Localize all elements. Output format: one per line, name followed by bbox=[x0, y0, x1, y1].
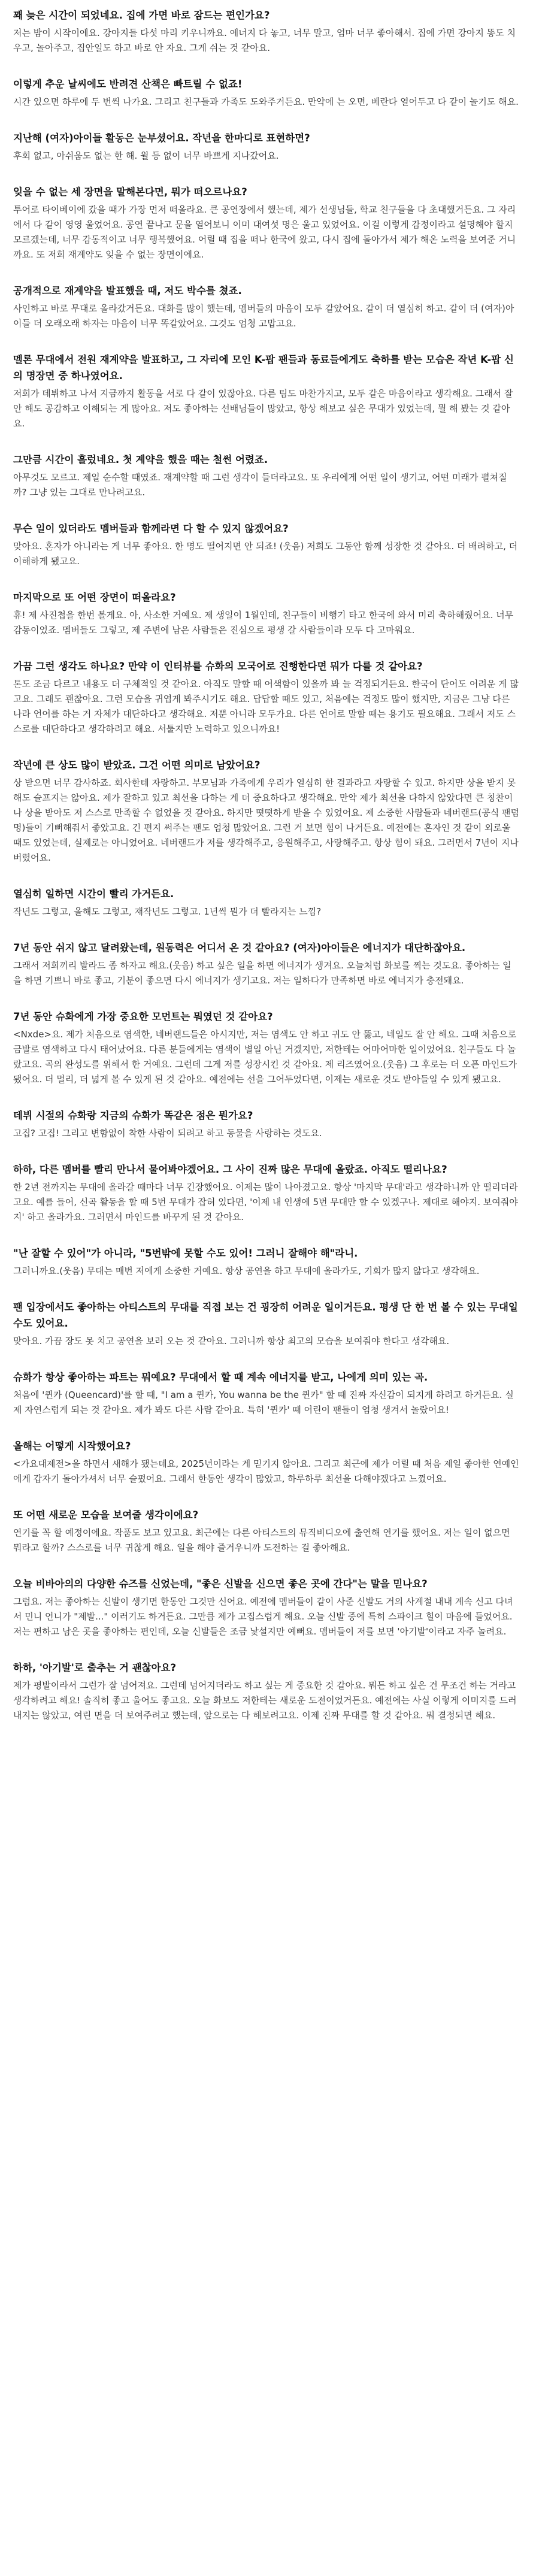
interview-question: 가끔 그런 생각도 하나요? 만약 이 인터뷰를 슈화의 모국어로 진행한다면 뭐가 다를 것 같아요? bbox=[13, 661, 423, 672]
qa-block bbox=[13, 352, 520, 431]
interview-answer: 제가 평발이라서 그런가 잘 넘어져요. 그런데 넘어지더라도 하고 싶는 게 중요한 것 같아요. 뭐든 하고 싶은 건 무조건 하는 거라고 생각하려고 해요! 솔직히 좋고 울어도 좋고요. 오늘 화보도 저한테는 새로운 도전이었거든요. 예전에는 사실 이렇게 이미지를 드러내지는 않았고, 여린 면을 더 보여주려고 했는데, 앞으로는 다 해보려고요. 이제 진짜 무대를 할 것 같아요. 뭐 결정되면 해요. bbox=[13, 1680, 517, 1721]
interview-answer: 맞아요. 혼자가 아니라는 게 너무 좋아요. 한 명도 떨어지면 안 되죠! (웃음) 저희도 그동안 함께 성장한 것 같아요. 더 배려하고, 더 이해하게 됐고요. bbox=[13, 541, 518, 567]
interview-answer: 한 2년 전까지는 무대에 올라갈 때마다 너무 긴장했어요. 이제는 많이 나아졌고요. 항상 '마지막 무대'라고 생각하니까 안 떨리더라고요. 예를 들어, 신곡 활동을 할 때 5번 무대가 잡혀 있다면, '이제 내 인생에 5번 무대만 할 수 있겠구나. 제대로 해야지. 보여줘야지' 하고 올라가요. 그러면서 마인드를 바꾸게 된 것 같아요. bbox=[13, 1182, 518, 1222]
interview-question: 올해는 어떻게 시작했어요? bbox=[13, 1440, 131, 1452]
interview-question: 팬 입장에서도 좋아하는 아티스트의 무대를 직접 보는 건 굉장히 어려운 일이거든요. 평생 단 한 번 볼 수 있는 무대일 수도 있어요. bbox=[13, 1301, 518, 1329]
interview-question: 슈화가 항상 좋아하는 파트는 뭐예요? 무대에서 할 때 계속 에너지를 받고, 나에게 의미 있는 곡. bbox=[13, 1372, 428, 1383]
interview-question: 작년에 큰 상도 많이 받았죠. 그건 어떤 의미로 남았어요? bbox=[13, 759, 261, 771]
interview-question: 하하, 다른 멤버를 빨리 만나서 물어봐야겠어요. 그 사이 진짜 많은 무대에 올랐죠. 아직도 떨리나요? bbox=[13, 1164, 447, 1175]
qa-block bbox=[13, 1299, 520, 1349]
interview-answer: 휴! 제 사진첩을 한번 볼게요. 아, 사소한 거예요. 제 생일이 1월인데, 친구들이 비행기 타고 한국에 와서 미리 축하해줬어요. 너무 감동이었죠. 멤버들도 그렇고, 제 주변에 남은 사람들은 진심으로 평생 갈 사람들이라 모두 다 고마워요. bbox=[13, 610, 514, 635]
interview-answer: 고집? 고집! 그리고 변함없이 착한 사람이 되려고 하고 동물을 사랑하는 것도요. bbox=[13, 1128, 322, 1139]
qa-block bbox=[13, 1507, 520, 1555]
qa-block bbox=[13, 283, 520, 331]
interview-question: 마지막으로 또 어떤 장면이 떠올라요? bbox=[13, 592, 176, 603]
qa-block bbox=[13, 130, 520, 164]
interview-question: 그만큼 시간이 흘렀네요. 첫 계약을 했을 때는 철썬 어렸죠. bbox=[13, 454, 268, 465]
qa-block bbox=[13, 452, 520, 500]
interview-answer: 맞아요. 가끔 장도 못 치고 공연을 보러 오는 것 같아요. 그러니까 항상 최고의 모습을 보여줘야 한다고 생각해요. bbox=[13, 1336, 450, 1346]
interview-question: "난 잘할 수 있어"가 아니라, "5번밖에 못할 수도 있어! 그러니 잘해야 해"라니. bbox=[13, 1248, 358, 1259]
qa-block bbox=[13, 1660, 520, 1723]
interview-question: 공개적으로 재계약을 발표했을 때, 저도 박수를 쳤죠. bbox=[13, 285, 242, 296]
interview-question: 7년 동안 슈화에게 가장 중요한 모먼트는 뭐였던 것 같아요? bbox=[13, 1011, 273, 1022]
interview-question: 데뷔 시절의 슈화랑 지금의 슈화가 똑같은 점은 뭔가요? bbox=[13, 1110, 253, 1121]
qa-block bbox=[13, 1161, 520, 1225]
interview-answer: 상 받으면 너무 감사하죠. 회사한테 자랑하고. 부모님과 가족에게 우리가 열심히 한 결과라고 자랑할 수 있고. 하지만 상을 받지 못해도 슬프지는 않아요. 제가 잘하고 있고 최선을 다하는 게 더 중요하다고 생각해요. 만약 제가 최선을 다하지 않았다면 큰 칭찬이나 상을 받아도 저 스스로 만족할 수 없었을 것 같아요. 하지만 떳떳하게 받을 수 있었어요. 제 소중한 사람들과 네버랜드(공식 팬덤명)들이 기뻐해줘서 좋았고요. 긴 편지 써주는 팬도 엄청 많았어요. 그런 거 보면 힘이 나거든요. 예전에는 혼자인 것 같이 외로울 때도 있었는데, 실제로는 아니었어요. 네버랜드가 저를 생각해주고, 응원해주고, 사랑해주고. 항상 힘이 돼요. 그러면서 7년이 지나버렸어요. bbox=[13, 777, 519, 863]
qa-block bbox=[13, 520, 520, 569]
qa-block bbox=[13, 76, 520, 110]
interview-answer: 후회 없고, 아쉬움도 없는 한 해. 윌 등 없이 너무 바쁘게 지나갔어요. bbox=[13, 150, 279, 161]
qa-block bbox=[13, 1009, 520, 1087]
interview-answer: 투어로 타이베이에 갔을 때가 가장 먼저 떠올라요. 큰 공연장에서 했는데, 제가 선생님들, 학교 친구들을 다 초대했거든요. 그 자리에서 다 같이 영영 울었어요. 공연 끝나고 문을 열어보니 이미 대여섯 명은 울고 있었어요. 이걸 이렇게 감정이라고 설명해야 할지 모르겠는데, 너무 감동적이고 너무 행복했어요. 어릴 때 집을 떠나 한국에 왔고, 다시 집에 돌아가서 제가 해온 노력을 보여준 거니까요. 또 저희 재계약도 잊을 수 없는 장면이에요. bbox=[13, 204, 516, 260]
qa-block bbox=[13, 886, 520, 919]
qa-block bbox=[13, 658, 520, 737]
qa-block bbox=[13, 1438, 520, 1487]
qa-block bbox=[13, 940, 520, 988]
qa-block bbox=[13, 589, 520, 638]
interview-question: 하하, '아기발'로 출추는 거 괜찮아요? bbox=[13, 1662, 177, 1673]
qa-block bbox=[13, 1245, 520, 1279]
interview-answer: <Nxde>요. 제가 처음으로 염색한, 네버랜드들은 아시지만, 저는 염색도 안 하고 귀도 안 뚫고, 네일도 잘 안 해요. 그때 처음으로 금발로 염색하고 다시 태어났어요. 다른 분들에게는 염색이 별일 아닌 거겠지만, 저한테는 어마어마한 일이었어요. 친구들도 다 놀랐고요. 곡의 완성도를 위해서 한 거예요. 그런데 그게 저를 성장시킨 것 같아요. 제 리즈였어요.(웃음) 그 후로는 더 오픈 마인드가 됐어요. 더 멀리, 더 넓게 볼 수 있게 된 것 같아요. 예전에는 선을 그어두었다면, 이제는 새로운 것도 받아들일 수 있게 됐고요. bbox=[13, 1029, 517, 1085]
qa-block bbox=[13, 1107, 520, 1141]
interview-answer: 그럼요. 저는 좋아하는 신발이 생기면 한동안 그것만 신어요. 예전에 멤버들이 같이 사준 신발도 거의 사계절 내내 계속 신고 다녀서 민니 언니가 "제발..." 이러기도 하거든요. 그만큼 제가 고집스럽게 해요. 오늘 신발 중에 특히 스파이크 힐이 마음에 들었어요. 저는 편하고 남은 곳을 좋아하는 편인데, 오늘 신발들은 조금 낯설지만 예뻐요. 멤버들이 저를 보면 '아기발'이라고 자주 놀려요. bbox=[13, 1596, 513, 1637]
interview-question: 꽤 늦은 시간이 되었네요. 집에 가면 바로 잠드는 편인가요? bbox=[13, 10, 270, 21]
qa-block bbox=[13, 1369, 520, 1418]
interview-question: 지난해 (여자)아이들 활동은 눈부셨어요. 작년을 한마디로 표현하면? bbox=[13, 132, 310, 144]
interview-answer: 사인하고 바로 무대로 올라갔거든요. 대화를 많이 했는데, 멤버들의 마음이 모두 같았어요. 같이 더 열심히 하고. 같이 더 (여자)아이들 더 오래오래 하자는 마음이 너무 똑같았어요. 그것도 엄청 고맙고요. bbox=[13, 303, 514, 329]
interview-question: 7년 동안 쉬지 않고 달려왔는데, 원동력은 어디서 온 것 같아요? (여자)아이들은 에너지가 대단하잖아요. bbox=[13, 942, 466, 953]
interview-answer: 톤도 조금 다르고 내용도 더 구체적일 것 같아요. 아직도 말할 때 어색함이 있을까 봐 늘 걱정되거든요. 한국어 단어도 어려운 게 많고요. 그래도 괜찮아요. 그런 모습을 귀엽게 봐주시기도 해요. 답답할 때도 있고, 처음에는 걱정도 많이 했지만, 지금은 그냥 다른 나라 언어를 하는 거 자체가 대단하다고 생각해요. 저뿐 아니라 모두가요. 다른 언어로 말할 때는 용기도 필요해요. 그래서 저도 스스로를 대단하다고 생각하려고 해요. 서툴지만 노력하고 있으니까요! bbox=[13, 679, 519, 734]
interview-answer: 아무것도 모르고. 제일 순수할 때였죠. 재계약할 때 그런 생각이 들더라고요. 또 우리에게 어떤 일이 생기고, 어떤 미래가 펼쳐질까? 그냥 있는 그대로 만나려고요. bbox=[13, 472, 507, 498]
interview-question: 멜론 무대에서 전원 재계약을 발표하고, 그 자리에 모인 K-팝 팬들과 동료들에게도 축하를 받는 모습은 작년 K-팝 신의 명장면 중 하나였어요. bbox=[13, 354, 514, 382]
interview-answer: 작년도 그렇고, 올해도 그렇고, 재작년도 그렇고. 1년씩 뭔가 더 빨라지는 느낌? bbox=[13, 906, 322, 917]
interview-answer: 저희가 데뷔하고 나서 지금까지 활동을 서로 다 같이 있잖아요. 다른 팀도 마찬가지고, 모두 같은 마음이라고 생각해요. 그래서 잘 안 해도 공감하고 이해되는 게 많아요. 저도 좋아하는 선배님들이 많았고, 항상 해보고 싶은 무대가 있었는데, 뭘 해 봤는 것 같아요. bbox=[13, 388, 513, 429]
qa-block bbox=[13, 184, 520, 262]
interview-question: 또 어떤 새로운 모습을 보여줄 생각이에요? bbox=[13, 1509, 199, 1521]
interview-question: 오늘 비바아의의 다양한 슈즈를 신었는데, "좋은 신발을 신으면 좋은 곳에 간다"는 말을 믿나요? bbox=[13, 1578, 428, 1590]
interview-answer: 처음에 '퀸카 (Queencard)'를 할 때, "I am a 퀸카, You wanna be the 퀸카" 할 때 진짜 자신감이 되지게 하려고 하거든요. 실제 자연스럽게 되는 것 같아요. 제가 봐도 다른 사람 같아요. 특히 '퀸카' 때 어린이 팬들이 엄청 생겨서 놀랐어요! bbox=[13, 1390, 514, 1415]
interview-answer: <가요대제전>을 하면서 새해가 됐는데요, 2025년이라는 게 믿기지 않아요. 그리고 최근에 제가 어릴 때 처음 제일 좋아한 연예인에게 갑자기 돌아가셔서 너무 슬펐어요. 그래서 한동안 생각이 많았고, 하루하루 최선을 다해야겠다고 느꼈어요. bbox=[13, 1458, 519, 1484]
interview-question: 열심히 일하면 시간이 빨리 가거든요. bbox=[13, 888, 174, 900]
interview-question: 무슨 일이 있더라도 멤버들과 함께라면 다 할 수 있지 않겠어요? bbox=[13, 523, 289, 534]
interview-answer: 그러니까요.(웃음) 무대는 매번 저에게 소중한 거예요. 항상 공연을 하고 무대에 올라가도, 기회가 많지 않다고 생각해요. bbox=[13, 1266, 480, 1276]
interview-answer: 연기를 꼭 할 예정이에요. 작품도 보고 있고요. 최근에는 다른 아티스트의 뮤직비디오에 출연해 연기를 했어요. 저는 일이 없으면 뭐라고 할까? 스스로를 너무 귀찮게 해요. 일을 해야 즐거우니까 도전하는 걸 좋아해요. bbox=[13, 1527, 510, 1553]
interview-answer: 저는 밤이 시작이에요. 강아지들 다섯 마리 키우니까요. 에너지 다 놓고, 너무 말고, 엄마 너무 좋아해서. 집에 가면 강아지 똥도 치우고, 놀아주고, 집안일도 하고 바로 안 자요. 그게 쉬는 것 같아요. bbox=[13, 28, 516, 53]
interview-question: 잊을 수 없는 세 장면을 말해본다면, 뭐가 떠오르나요? bbox=[13, 186, 247, 198]
qa-block bbox=[13, 1576, 520, 1639]
qa-block bbox=[13, 757, 520, 865]
interview-question: 이렇게 추운 날씨에도 반려견 산책은 빠트릴 수 없죠! bbox=[13, 78, 243, 90]
interview-answer: 그래서 저희끼리 발라드 좀 하자고 해요.(웃음) 하고 싶은 일을 하면 에너지가 생겨요. 오늘처럼 화보를 찍는 것도요. 좋아하는 일을 하면 기쁘니 바로 좋고, 기분이 좋으면 다시 에너지가 생기고요. 저는 일하다가 만족하면 바로 에너지가 충전돼요. bbox=[13, 960, 511, 986]
qa-block bbox=[13, 7, 520, 56]
interview-answer: 시간 있으면 하루에 두 번씩 나가요. 그리고 친구들과 가족도 도와주거든요. 만약에 는 오면, 베란다 열어두고 다 같이 놀기도 해요. bbox=[13, 96, 519, 107]
